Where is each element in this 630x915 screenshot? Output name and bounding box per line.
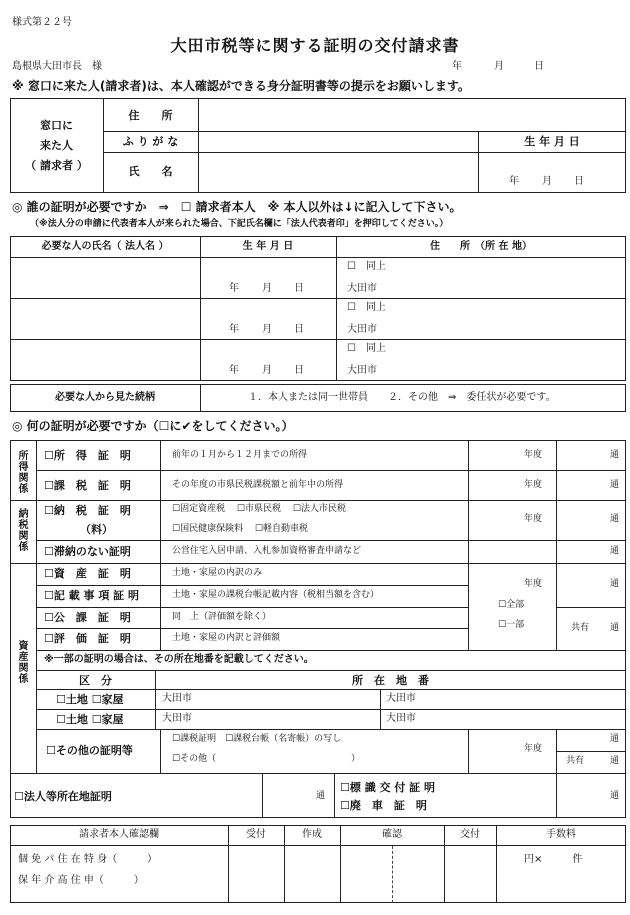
birth-label: 生 年 月 日 — [524, 135, 580, 148]
category-taxpayment: 納税関係 — [16, 508, 27, 552]
col-target-birth: 生 年 月 日 — [242, 241, 294, 252]
id-notice: ※ 窓口に来た人(請求者)は、本人確認ができる身分証明書等の提示をお願いします。 — [12, 79, 470, 93]
col-target-name: 必要な人の氏名（ 法人名 ） — [41, 241, 169, 252]
target-birth-month-2: 月 — [262, 324, 272, 335]
other-tsu: 通 — [610, 734, 620, 744]
cert-income-desc: 前年の１月から１２月までの所得 — [172, 450, 308, 460]
cert-assets-desc: 土地・家屋の内訳のみ — [172, 568, 263, 578]
col-kubun: 区 分 — [79, 674, 112, 687]
no-arrears-tsu: 通 — [610, 546, 620, 556]
plate-tsu: 通 — [610, 791, 620, 801]
assets-part-checkbox[interactable]: ☐一部 — [498, 620, 525, 630]
location-city-1a: 大田市 — [162, 693, 192, 704]
requester-label-2: 来た人 — [40, 139, 73, 152]
other-nendo: 年度 — [524, 744, 543, 754]
location-city-2a: 大田市 — [162, 713, 192, 724]
col-creation: 作成 — [302, 829, 322, 840]
target-name-field-3[interactable] — [12, 341, 198, 379]
col-target-address: 住 所 （所 在 地） — [430, 241, 532, 252]
category-income: 所得関係 — [16, 450, 27, 494]
cert-assets[interactable]: ☐資 産 証 明 — [44, 567, 131, 580]
target-city-3: 大田市 — [347, 365, 377, 376]
corporate-note: （※法人分の申請に代表者本人が来られた場合、下記氏名欄に「法人代表者印」を押印してください。） — [30, 219, 449, 229]
requester-name-field[interactable] — [200, 154, 476, 192]
col-delivery: 交付 — [460, 829, 480, 840]
target-name-field-2[interactable] — [12, 300, 198, 338]
requester-address-field[interactable] — [200, 100, 624, 130]
cert-taxation[interactable]: ☐課 税 証 明 — [44, 479, 131, 492]
taxation-nendo: 年度 — [524, 480, 543, 490]
same-checkbox-1[interactable]: ☐ 同上 — [347, 261, 386, 272]
corp-location-tsu: 通 — [316, 791, 326, 801]
cert-income[interactable]: ☐所 得 証 明 — [44, 449, 131, 462]
target-birth-month-3: 月 — [262, 365, 272, 376]
cert-no-arrears[interactable]: ☐滞納のない証明 — [44, 545, 131, 558]
addressee: 島根県大田市長 様 — [12, 61, 102, 72]
other-options-2[interactable]: ☐その他（ ） — [172, 754, 361, 764]
assets-shared-tsu: 通 — [610, 623, 620, 633]
other-options-1[interactable]: ☐課税証明 ☐課税台帳（名寄帳）の写し — [172, 734, 342, 744]
cert-taxpayment[interactable]: ☐納 税 証 明 — [44, 504, 131, 517]
same-checkbox-3[interactable]: ☐ 同上 — [347, 343, 386, 354]
relation-options[interactable]: １．本人または同一世帯員 ２．その他 ⇒ 委任状が必要です。 — [248, 392, 556, 403]
furigana-label: ふ り が な — [122, 135, 179, 148]
other-shared: 共有 — [566, 756, 585, 766]
cert-register[interactable]: ☐記 載 事 項 証 明 — [44, 589, 140, 602]
other-shared-tsu: 通 — [610, 756, 620, 766]
requester-label-3: （ 請求者 ） — [25, 159, 88, 172]
col-fee: 手数料 — [546, 829, 576, 840]
target-name-field-1[interactable] — [12, 259, 198, 297]
assets-shared: 共有 — [571, 623, 590, 633]
income-tsu: 通 — [610, 450, 620, 460]
taxation-tsu: 通 — [610, 480, 620, 490]
target-city-1: 大田市 — [347, 283, 377, 294]
same-checkbox-2[interactable]: ☐ 同上 — [347, 302, 386, 313]
taxpayment-nendo: 年度 — [524, 514, 543, 524]
land-house-checkbox-2[interactable]: ☐土地 ☐家屋 — [56, 713, 124, 726]
cert-valuation-desc: 土地・家屋の内訳と評価額 — [172, 633, 281, 643]
requester-label-1: 窓口に — [40, 119, 73, 132]
assets-nendo: 年度 — [524, 579, 543, 589]
assets-tsu: 通 — [610, 579, 620, 589]
date-day-label: 日 — [534, 61, 544, 72]
id-doc-options-1[interactable]: 個 免 パ 住 在 特 身（ ） — [18, 854, 158, 865]
assets-all-checkbox[interactable]: ☐全部 — [498, 600, 525, 610]
cert-taxpayment-sub: （料） — [80, 523, 113, 536]
cert-no-arrears-desc: 公営住宅入居申請、入札参加資格審査申請など — [172, 546, 362, 556]
col-id-confirm: 請求者本人確認欄 — [79, 829, 159, 840]
target-birth-year-1: 年 — [229, 283, 239, 294]
location-city-1b: 大田市 — [386, 693, 416, 704]
target-birth-month-1: 月 — [262, 283, 272, 294]
cert-other[interactable]: ☐その他の証明等 — [46, 744, 133, 757]
fee-value: 円× 件 — [524, 854, 583, 865]
target-city-2: 大田市 — [347, 324, 377, 335]
req-birth-day: 日 — [574, 176, 584, 187]
target-birth-day-2: 日 — [294, 324, 304, 335]
address-label: 住 所 — [128, 109, 173, 122]
cert-deregistration[interactable]: ☐廃 車 証 明 — [340, 799, 427, 812]
cert-public-charge-desc: 同 上（評価額を除く） — [172, 612, 272, 622]
partial-note: ※一部の証明の場合は、その所在地番を記載してください。 — [44, 654, 314, 665]
relation-label: 必要な人から見た続柄 — [55, 392, 155, 403]
land-house-checkbox-1[interactable]: ☐土地 ☐家屋 — [56, 693, 124, 706]
cert-register-desc: 土地・家屋の課税台帳記載内容（税相当額を含む） — [172, 590, 380, 600]
req-birth-month: 月 — [542, 176, 552, 187]
which-question: ◎ 何の証明が必要ですか（☐に✔をしてください。） — [12, 419, 294, 433]
taxpayment-tsu: 通 — [610, 514, 620, 524]
target-birth-day-1: 日 — [294, 283, 304, 294]
id-doc-options-2[interactable]: 保 年 介 高 住 申（ ） — [18, 875, 144, 886]
cert-taxation-desc: その年度の市県民税課税額と前年中の所得 — [172, 480, 344, 490]
cert-plate-issue[interactable]: ☐標 識 交 付 証 明 — [340, 781, 436, 794]
taxpayment-options-1[interactable]: ☐固定資産税 ☐市県民税 ☐法人市民税 — [172, 504, 346, 514]
cert-corp-location[interactable]: ☐法人等所在地証明 — [14, 790, 112, 803]
requester-furigana-field[interactable] — [200, 133, 476, 151]
taxpayment-options-2[interactable]: ☐国民健康保険料 ☐軽自動車税 — [172, 524, 308, 534]
col-reception: 受付 — [246, 829, 266, 840]
target-birth-year-2: 年 — [229, 324, 239, 335]
form-title: 大田市税等に関する証明の交付請求書 — [170, 36, 460, 55]
col-confirmation: 確認 — [382, 829, 402, 840]
category-assets: 資産関係 — [16, 640, 27, 684]
income-nendo: 年度 — [524, 450, 543, 460]
location-city-2b: 大田市 — [386, 713, 416, 724]
col-location: 所 在 地 番 — [352, 674, 429, 687]
date-year-label: 年 — [452, 61, 462, 72]
cert-valuation[interactable]: ☐評 価 証 明 — [44, 632, 131, 645]
target-birth-year-3: 年 — [229, 365, 239, 376]
whose-question: ◎ 誰の証明が必要ですか ⇒ ☐ 請求者本人 ※ 本人以外は↓に記入して下さい。 — [12, 200, 462, 214]
target-birth-day-3: 日 — [294, 365, 304, 376]
req-birth-year: 年 — [509, 176, 519, 187]
date-month-label: 月 — [494, 61, 504, 72]
cert-public-charge[interactable]: ☐公 課 証 明 — [44, 611, 131, 624]
name-label: 氏 名 — [128, 165, 173, 178]
form-number: 様式第２２号 — [12, 17, 72, 28]
